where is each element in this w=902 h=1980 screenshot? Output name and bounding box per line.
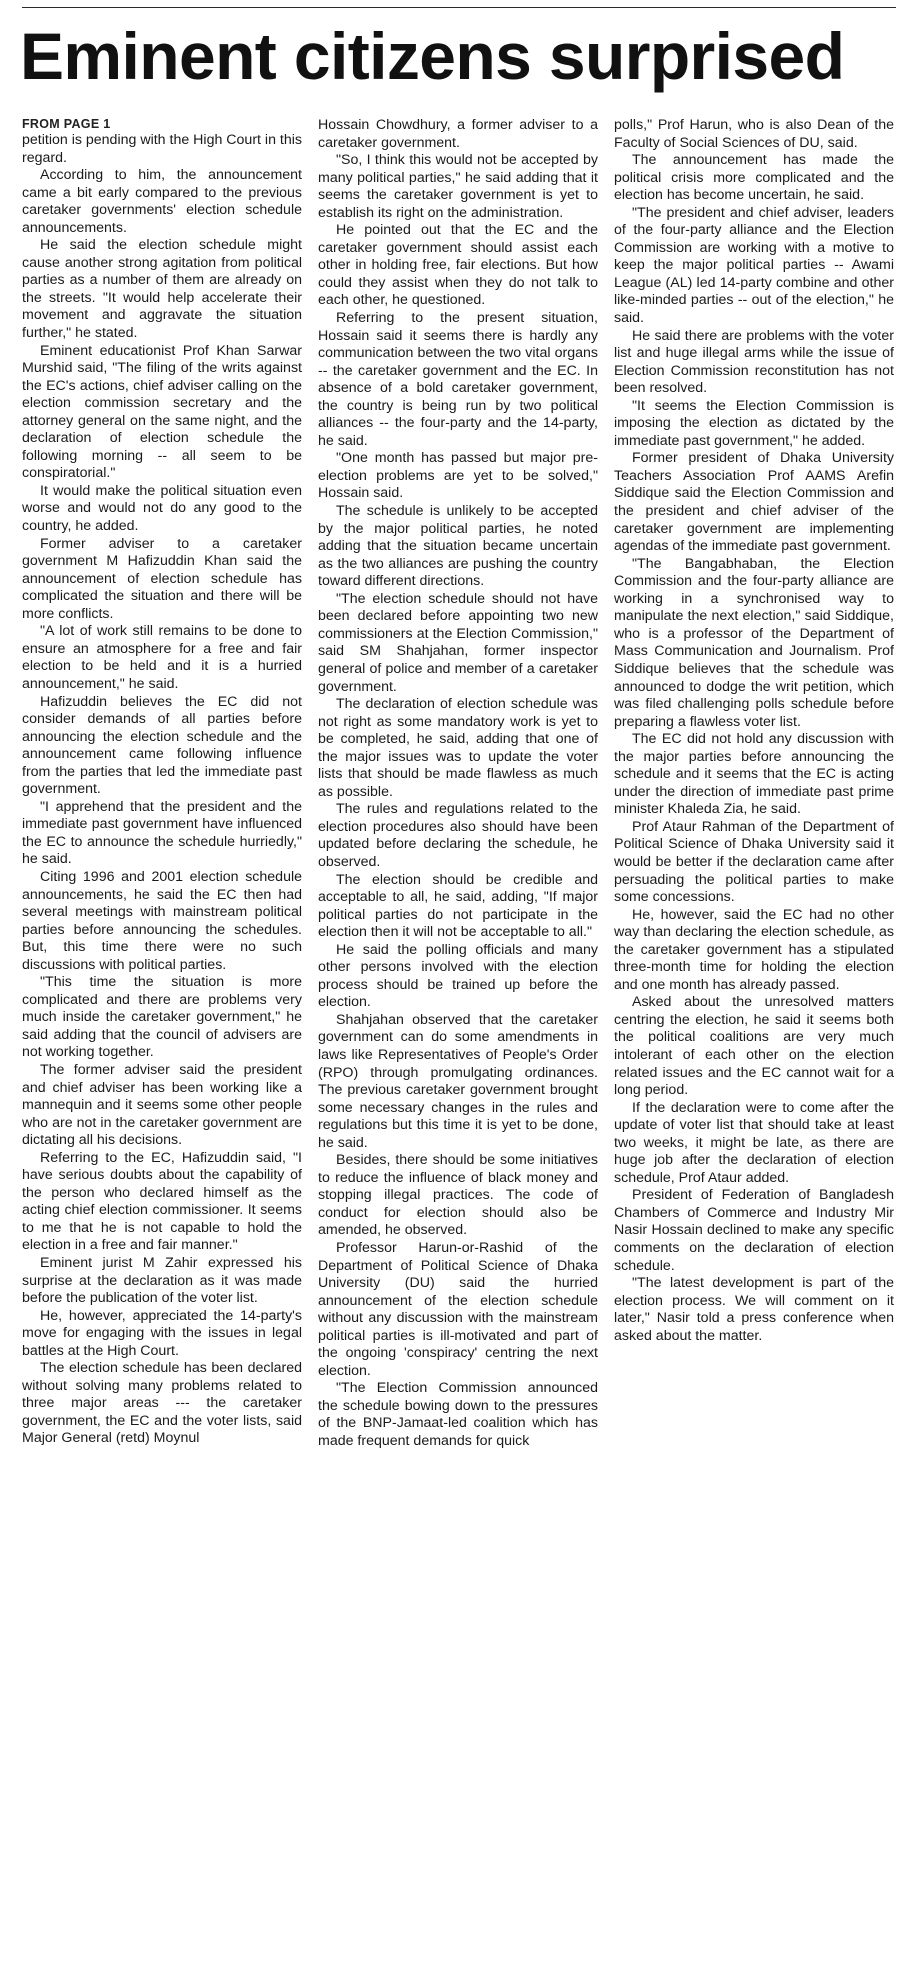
article-paragraph: The rules and regulations related to the election procedures also should have been updated before declaring the schedule, he observed. xyxy=(318,801,598,870)
article-paragraph: "The latest development is part of the election process. We will comment on it later," Nasir told a press conference when asked about the matter. xyxy=(614,1275,894,1344)
article-paragraph: It would make the political situation even worse and would not do any good to the country, he added. xyxy=(22,482,302,535)
article-paragraph: "The election schedule should not have been declared before appointing two new commissioners at the Election Commission," said SM Shahjahan, former inspector general of police and member of a caretaker government. xyxy=(318,590,598,695)
article-paragraph: "The Bangabhaban, the Election Commission and the four-party alliance are working in a synchronised way to manipulate the next election," said Siddique, who is a professor of the Department of Mass Communication and Journalism. Prof Siddique believes that the schedule was announced to dodge the writ petition, which was filed challenging polls schedule before preparing a flawless voter list. xyxy=(614,555,894,730)
article-paragraph: He, however, said the EC had no other way than declaring the election schedule, as the caretaker government has a stipulated three-month time for holding the election and one month has already passed. xyxy=(614,906,894,993)
article-paragraph: He said there are problems with the voter list and huge illegal arms while the issue of Election Commission reconstitution has not been resolved. xyxy=(614,327,894,397)
jump-label: FROM PAGE 1 xyxy=(22,117,111,131)
article-column-3 xyxy=(614,117,894,1972)
article-paragraph: "This time the situation is more complicated and there are problems very much inside the caretaker government," he said adding that the council of advisers are not working together. xyxy=(22,974,302,1061)
article-paragraph: If the declaration were to come after the update of voter list that should take at least two weeks, it might be late, as there are huge job after the declaration of election schedule, Prof Ataur added. xyxy=(614,1099,894,1186)
article-body xyxy=(22,117,894,1972)
article-paragraph: He, however, appreciated the 14-party's move for engaging with the issues in legal battles at the High Court. xyxy=(22,1307,302,1359)
article-paragraph: Professor Harun-or-Rashid of the Department of Political Science of Dhaka University (DU) said the hurried announcement of the election schedule without any discussion with the mainstream political parties is ill-motivated and part of the ongoing 'conspiracy' centring the next election. xyxy=(318,1240,598,1379)
article-paragraph: Citing 1996 and 2001 election schedule announcements, he said the EC then had several meetings with mainstream political parties before announcing the schedules. But, this time there were no such discussions with political parties. xyxy=(22,868,302,973)
article-paragraph: polls," Prof Harun, who is also Dean of the Faculty of Social Sciences of DU, said. xyxy=(614,117,894,151)
article-paragraph: Besides, there should be some initiatives to reduce the influence of black money and stopping illegal practices. The code of conduct for election should also be amended, he observed. xyxy=(318,1152,598,1239)
article-paragraph: The EC did not hold any discussion with the major parties before announcing the schedule and it seems that the EC is acting under the direction of immediate past prime minister Khaleda Zia, he said. xyxy=(614,731,894,818)
top-rule xyxy=(22,7,896,8)
article-paragraph: The schedule is unlikely to be accepted by the major political parties, he noted adding that the situation became uncertain as the two alliances are pushing the country toward different directions. xyxy=(318,503,598,590)
article-paragraph: Referring to the EC, Hafizuddin said, "I have serious doubts about the capability of the person who declared himself as the acting chief election commissioner. It seems to me that he is not capable to hold the election in a free and fair manner." xyxy=(22,1149,302,1254)
article-paragraph: According to him, the announcement came a bit early compared to the previous caretaker governments' election schedule announcements. xyxy=(22,167,302,236)
article-paragraph: "It seems the Election Commission is imposing the election as dictated by the immediate past government," he added. xyxy=(614,397,894,449)
article-paragraph: He said the election schedule might cause another strong agitation from political parties as a number of them are already on the streets. "It would help accelerate their movement and aggravate the situation further," he stated. xyxy=(22,237,302,342)
article-paragraph: Eminent jurist M Zahir expressed his surprise at the declaration as it was made before the publication of the voter list. xyxy=(22,1255,302,1307)
article-paragraph: Eminent educationist Prof Khan Sarwar Murshid said, "The filing of the writs against the EC's actions, chief adviser calling on the election commission secretary and the attorney general on the same night, and the declaration of election schedule the following morning -- all seem to be conspiratorial." xyxy=(22,342,302,482)
article-column-2 xyxy=(318,117,598,1972)
article-paragraph: He pointed out that the EC and the caretaker government should assist each other in holding free, fair elections. But how could they assist when they do not talk to each other, he questioned. xyxy=(318,222,598,309)
article-paragraph: Shahjahan observed that the caretaker government can do some amendments in laws like Representatives of People's Order (RPO) through promulgating ordinances. The previous caretaker government brought some necessary changes in the rules and regulations but this time it is yet to be done, he said. xyxy=(318,1011,598,1151)
article-paragraph: The former adviser said the president and chief adviser has been working like a mannequin and it seems some other people who are not in the caretaker government are dictating all his decisions. xyxy=(22,1061,302,1149)
article-paragraph: Referring to the present situation, Hossain said it seems there is hardly any communication between the two vital organs -- the caretaker government and the EC. In absence of a bold caretaker government, the country is being run by two political alliances -- the four-party and the 14-party, he said. xyxy=(318,310,598,449)
article-paragraph: "I apprehend that the president and the immediate past government have influenced the EC to announce the schedule hurriedly," he said. xyxy=(22,798,302,868)
article-paragraph: Former president of Dhaka University Teachers Association Prof AAMS Arefin Siddique said the Election Commission and the president and chief adviser of the caretaker government are implementing agendas of the immediate past government. xyxy=(614,450,894,555)
article-paragraph: Hossain Chowdhury, a former adviser to a caretaker government. xyxy=(318,117,598,151)
article-paragraph: Asked about the unresolved matters centring the election, he said it seems both the political coalitions are very much intolerant of each other on the election related issues and the EC cannot wait for a long period. xyxy=(614,994,894,1099)
article-paragraph: Former adviser to a caretaker government M Hafizuddin Khan said the announcement of election schedule has complicated the situation and there will be more conflicts. xyxy=(22,535,302,622)
article-paragraph: Prof Ataur Rahman of the Department of Political Science of Dhaka University said it would be better if the declaration came after persuading the political parties to make some concessions. xyxy=(614,818,894,906)
article-paragraph: The declaration of election schedule was not right as some mandatory work is yet to be completed, he said, adding that one of the major issues was to update the voter lists that should be made flawless as much as possible. xyxy=(318,696,598,800)
article-paragraph: petition is pending with the High Court in this regard. xyxy=(22,132,302,166)
article-paragraph: "A lot of work still remains to be done to ensure an atmosphere for a free and fair election to be held and it is a hurried announcement," he said. xyxy=(22,623,302,692)
article-paragraph: The election schedule has been declared without solving many problems related to three major areas --- the caretaker government, the EC and the voter lists, said Major General (retd) Moynul xyxy=(22,1360,302,1447)
article-paragraph: He said the polling officials and many other persons involved with the election process should be trained up before the election. xyxy=(318,941,598,1011)
article-paragraph: "One month has passed but major pre-election problems are yet to be solved," Hossain said. xyxy=(318,450,598,502)
article-paragraph: The election should be credible and acceptable to all, he said, adding, "If major political parties do not participate in the election then it will not be acceptable to all." xyxy=(318,871,598,941)
article-column-1 xyxy=(22,117,302,1972)
article-paragraph: President of Federation of Bangladesh Chambers of Commerce and Industry Mir Nasir Hossain declined to make any specific comments on the declaration of election schedule. xyxy=(614,1187,894,1274)
article-paragraph: "So, I think this would not be accepted by many political parties," he said adding that it seems the caretaker government is yet to establish its right on the administration. xyxy=(318,152,598,221)
article-paragraph: The announcement has made the political crisis more complicated and the election has become uncertain, he said. xyxy=(614,152,894,204)
article-paragraph: "The Election Commission announced the schedule bowing down to the pressures of the BNP-Jamaat-led coalition which has made frequent demands for quick xyxy=(318,1380,598,1450)
article-paragraph: "The president and chief adviser, leaders of the four-party alliance and the Election Commission are working with a motive to keep the major political parties -- Awami League (AL) led 14-party combine and other like-minded parties -- out of the election," he said. xyxy=(614,204,894,327)
article-paragraph: Hafizuddin believes the EC did not consider demands of all parties before announcing the election schedule and the announcement came following influence from the parties that led the immediate past government. xyxy=(22,693,302,798)
headline: Eminent citizens surprised xyxy=(20,19,845,93)
